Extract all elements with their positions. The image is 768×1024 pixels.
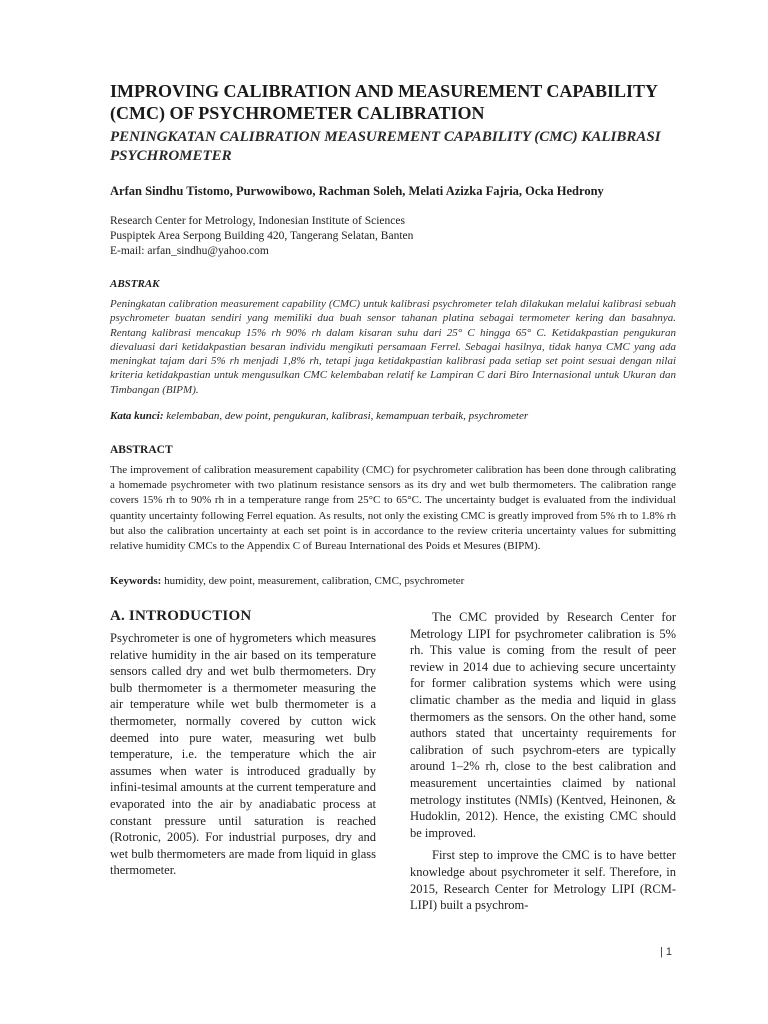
author-list: Arfan Sindhu Tistomo, Purwowibowo, Rachman Soleh, Melati Azizka Fajria, Ocka Hedrony bbox=[110, 184, 604, 198]
intro-paragraph-2: The CMC provided by Research Center for Metrology LIPI for psychrometer calibration is 5% rh. This value is coming from the result of peer review in 2014 due to achieving secure uncertainty for former calibration systems which were using climatic chamber as the media and liquid in glass thermomers as the sensors. On the other hand, some authors stated that uncertainty requirements for calibration of such psychrom-eters are typically around 1–2% rh, close to the best calibration and measurement uncertainties claimed by national metrology institutes (NMIs) (Kentved, Heinonen, & Hudoklin, 2012). Hence, the existing CMC should be improved. bbox=[410, 610, 676, 840]
affiliation-block bbox=[110, 214, 670, 259]
intro-paragraph-1: Psychrometer is one of hygrometers which measures relative humidity in the air based on its temperature sensors called dry and wet bulb thermometers. Dry bulb thermometer is a thermometer measuring the air temperature while wet bulb thermometer is a thermometer, normally covered by cutton wick deemed into pure water, measuring wet bulb temperature, i.e. the temperature which the air assumes when water is introduced gradually by infini-tesimal amounts at the current temperature and evaporated into the air by anadiabatic process at constant pressure until saturation is reached (Rotronic, 2005). For industrial purposes, dry and wet bulb thermometers are made from liquid in glass thermometer. bbox=[110, 631, 376, 878]
kata-kunci-label: Kata kunci: bbox=[110, 410, 164, 422]
section-heading-introduction: A. INTRODUCTION bbox=[110, 608, 252, 624]
page-number: | 1 bbox=[660, 946, 673, 958]
kata-kunci-text: kelembaban, dew point, pengukuran, kalibrasi, kemampuan terbaik, psychrometer bbox=[163, 410, 529, 422]
abstract-heading: ABSTRACT bbox=[110, 444, 173, 456]
keywords-text: humidity, dew point, measurement, calibration, CMC, psychrometer bbox=[161, 575, 465, 587]
intro-paragraph-3: First step to improve the CMC is to have better knowledge about psychrometer it self. Therefore, in 2015, Research Center for Metrology LIPI (RCM-LIPI) built a psychrom- bbox=[410, 848, 676, 913]
paper-title: IMPROVING CALIBRATION AND MEASUREMENT CAPABILITY (CMC) OF PSYCHROMETER CALIBRATION bbox=[110, 81, 658, 123]
abstract-body: The improvement of calibration measurement capability (CMC) for psychrometer calibration has been done through calibrating a homemade psychrometer with two platinum resistance sensors as its dry and wet bulb thermometers. The calibration range covers 15% rh to 90% rh in a temperature range from 25°C to 65°C. The uncertainty budget is evaluated from the individual quantity uncertainty following Ferrel equation. As results, not only the existing CMC is greatly improved from 5% rh to 1.8% rh but also the calibration uncertainty at each set point is in accordance to the review criteria uncertainty values for submitting relative humidity CMCs to the Appendix C of Bureau International des Poids et Mesures (BIPM). bbox=[110, 464, 676, 553]
abstrak-heading: ABSTRAK bbox=[110, 278, 160, 290]
affiliation-institution: Research Center for Metrology, Indonesian Institute of Sciences bbox=[110, 215, 405, 227]
keywords bbox=[110, 574, 676, 588]
right-column bbox=[410, 609, 676, 914]
keywords-label: Keywords: bbox=[110, 575, 162, 587]
abstrak-body: Peningkatan calibration measurement capability (CMC) untuk kalibrasi psychrometer telah dilakukan melalui kalibrasi sebuah psychrometer buatan sendiri yang memiliki dua buah sensor tahanan platina sebagai termometer kering dan basahnya. Rentang kalibrasi mencakup 15% rh 90% rh dalam kisaran suhu dari 25° C hingga 65° C. Ketidakpastian pengukuran dievaluasi dari ketidakpastian besaran individu mengikuti persamaan Ferrel. Sebagai hasilnya, tidak hanya CMC yang ada meningkat tajam dari 5% rh menjadi 1,8% rh, tetapi juga ketidakpastian kalibrasi pada setiap set point sesuai dengan nilai kriteria ketidakpastian untuk mengusulkan CMC kelembaban relatif ke Lampiran C dari Biro Internasional untuk Ukuran dan Timbangan (BIPM). bbox=[110, 298, 676, 396]
paper-subtitle: PENINGKATAN CALIBRATION MEASUREMENT CAPABILITY (CMC) KALIBRASI PSYCHROMETER bbox=[110, 129, 661, 164]
affiliation-address: Puspiptek Area Serpong Building 420, Tangerang Selatan, Banten bbox=[110, 230, 414, 242]
kata-kunci bbox=[110, 409, 676, 423]
affiliation-email: E-mail: arfan_sindhu@yahoo.com bbox=[110, 245, 269, 257]
left-column bbox=[110, 630, 376, 879]
